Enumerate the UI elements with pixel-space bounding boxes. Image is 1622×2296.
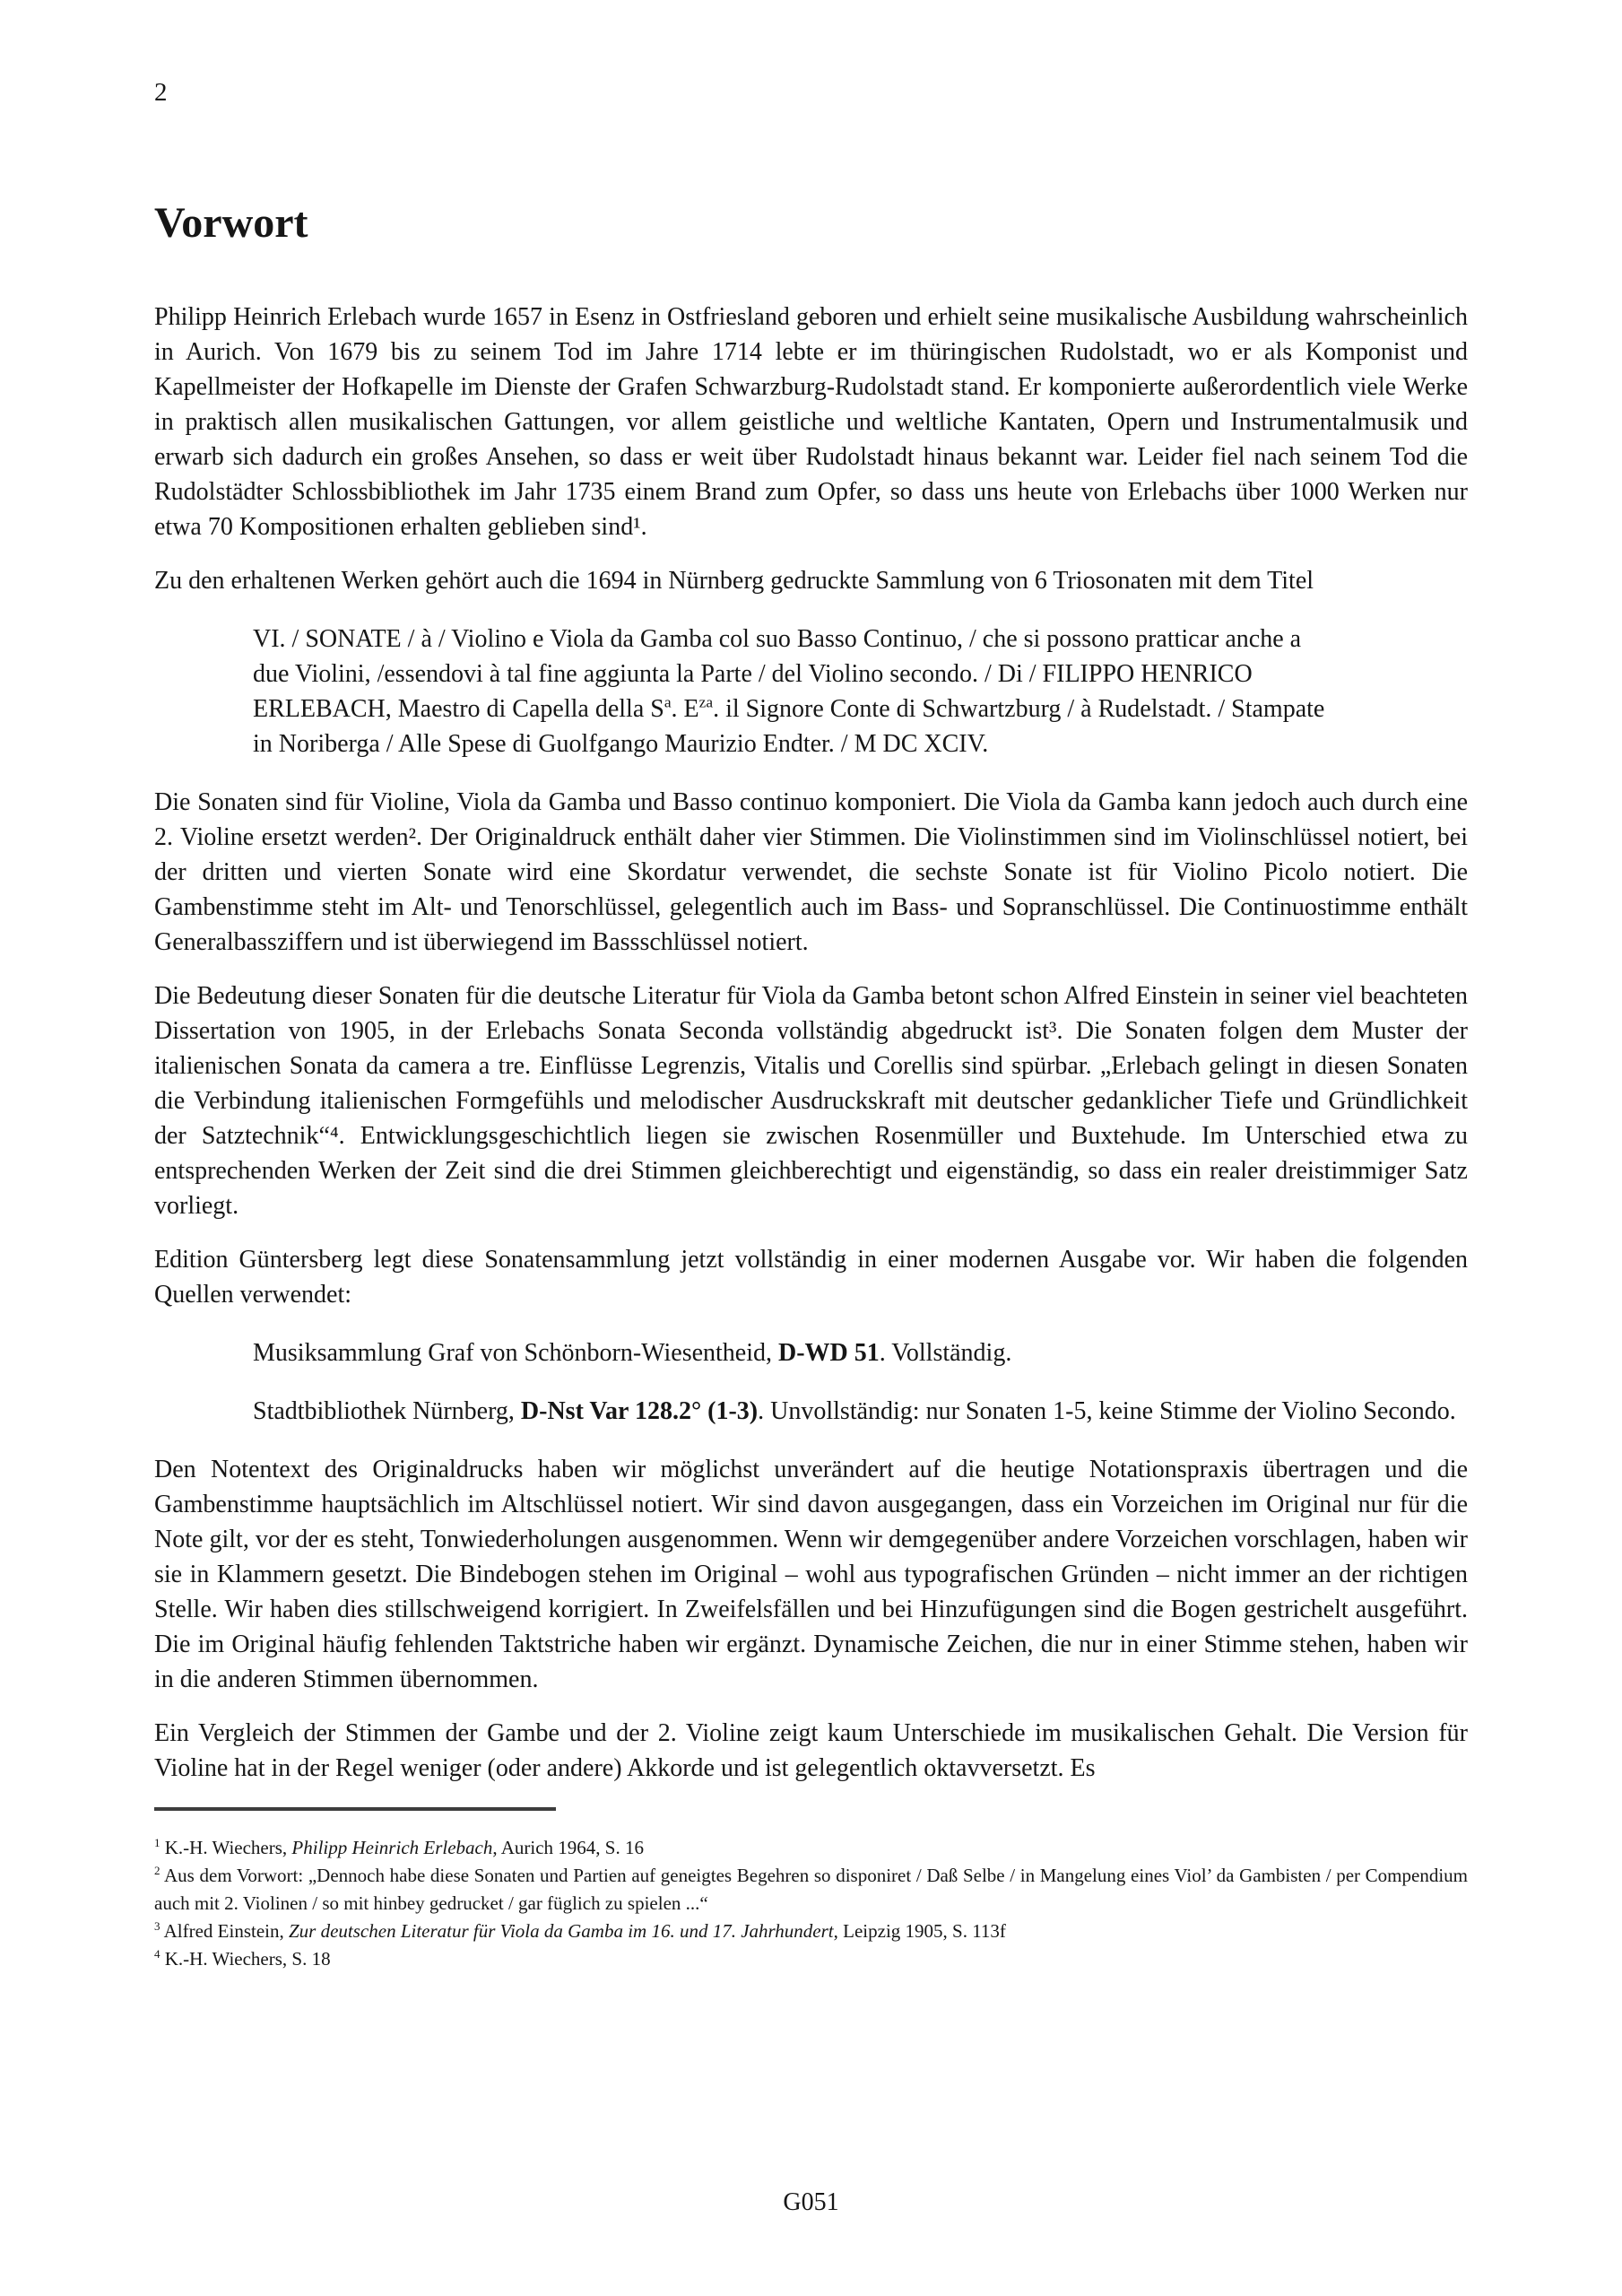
footnote-text: K.-H. Wiechers, S. 18 xyxy=(164,1948,331,1970)
quote-superscript: za xyxy=(698,693,714,711)
quote-text: VI. / SONATE / à / Violino e Viola da Gamba col suo Basso Continuo, / che si possono pratticar anche a due Violini, /essendovi à tal fine aggiunta la Parte / del Violino secondo. / Di / FILIPPO HENRICO ERLEBACH, Maestro di Capella della S xyxy=(253,625,1302,723)
page-number: 2 xyxy=(154,78,168,107)
footnote-2 xyxy=(154,1862,1468,1918)
source-item-nuernberg xyxy=(253,1394,1468,1429)
source-text: . Vollständig. xyxy=(879,1339,1012,1367)
footnote-text: , Aurich 1964, S. 16 xyxy=(492,1837,644,1858)
quote-text: . E xyxy=(671,695,699,723)
paragraph-collection: Zu den erhaltenen Werken gehört auch die 1694 in Nürnberg gedruckte Sammlung von 6 Triosonaten mit dem Titel xyxy=(154,567,1314,595)
paragraph-scoring: Die Sonaten sind für Violine, Viola da Gamba und Basso continuo komponiert. Die Viola da Gamba kann jedoch auch durch eine 2. Violine ersetzt werden². Der Originaldruck enthält daher vier Stimmen. Die Violinstimmen sind im Violinschlüssel notiert, bei der dritten und vierten Sonate wird eine Skordatur verwendet, die sechste Sonate ist für Violino Picolo notiert. Die Gambenstimme steht im Alt- und Tenorschlüssel, gelegentlich auch im Bass- und Sopranschlüssel. Die Continuostimme enthält Generalbassziffern und ist überwiegend im Bassschlüssel notiert. xyxy=(154,788,1468,956)
footnote-4 xyxy=(154,1945,1468,1973)
paragraph-significance: Die Bedeutung dieser Sonaten für die deutsche Literatur für Viola da Gamba betont schon Alfred Einstein in seiner viel beachteten Dissertation von 1905, in der Erlebachs Sonata Seconda vollständig abgedruckt ist³. Die Sonaten folgen dem Muster der italienischen Sonata da camera a tre. Einflüsse Legrenzis, Vitalis und Corellis sind spürbar. „Erlebach gelingt in diesen Sonaten die Verbindung italienischen Formgefühls und melodischer Ausdruckskraft mit deutscher gedanklicher Tiefe und Gründlichkeit der Satztechnik“⁴. Entwicklungsgeschichtlich liegen sie zwischen Rosenmüller und Buxtehude. Im Unterschied etwa zu entsprechenden Werken der Zeit sind die drei Stimmen gleichberechtigt und eigenständig, so dass ein realer dreistimmiger Satz vorliegt. xyxy=(154,982,1468,1220)
footnote-1 xyxy=(154,1834,1468,1862)
source-item-wiesentheid xyxy=(253,1335,1468,1370)
original-title-quotation xyxy=(253,622,1338,761)
footnote-text: Alfred Einstein, xyxy=(163,1920,284,1942)
footnote-3 xyxy=(154,1918,1468,1945)
footnote-text: , Leipzig 1905, S. 113f xyxy=(833,1920,1006,1942)
paragraph-edition: Edition Güntersberg legt diese Sonatensammlung jetzt vollständig in einer modernen Ausgabe vor. Wir haben die folgenden Quellen verwendet: xyxy=(154,1246,1468,1309)
paragraph-intro: Philipp Heinrich Erlebach wurde 1657 in Esenz in Ostfriesland geboren und erhielt seine musikalische Ausbildung wahrscheinlich in Aurich. Von 1679 bis zu seinem Tod im Jahre 1714 lebte er im thüringischen Rudolstadt, wo er als Komponist und Kapellmeister der Hofkapelle im Dienste der Grafen Schwarzburg-Rudolstadt stand. Er komponierte außerordentlich viele Werke in praktisch allen musikalischen Gattungen, vor allem geistliche und weltliche Kantaten, Opern und Instrumentalmusik und erwarb sich dadurch ein großes Ansehen, so dass er weit über Rudolstadt hinaus bekannt war. Leider fiel nach seinem Tod die Rudolstädter Schlossbibliothek im Jahr 1735 einem Brand zum Opfer, so dass uns heute von Erlebachs über 1000 Werken nur etwa 70 Kompositionen erhalten geblieben sind¹. xyxy=(154,303,1468,541)
footnote-separator-rule xyxy=(154,1807,556,1811)
page-title: Vorwort xyxy=(154,199,308,247)
footnote-text: Aus dem Vorwort: „Dennoch habe diese Sonaten und Partien auf geneigtes Begehren so disponiret / Daß Selbe / in Mangelung eines Viol’ da Gambisten / per Compendium auch mit 2. Violinen / so mit hinbey gedrucket / gar füglich zu spielen ...“ xyxy=(154,1865,1469,1914)
edition-number: G051 xyxy=(783,2188,839,2216)
source-text: Musiksammlung Graf von Schönborn-Wiesentheid, xyxy=(253,1339,773,1367)
footnote-marker: 4 xyxy=(154,1947,160,1961)
paragraph-comparison: Ein Vergleich der Stimmen der Gambe und der 2. Violine zeigt kaum Unterschiede im musikalischen Gehalt. Die Version für Violine hat in der Regel weniger (oder andere) Akkorde und ist gelegentlich oktavversetzt. Es xyxy=(154,1719,1468,1782)
source-text: . Unvollständig: nur Sonaten 1-5, keine Stimme der Violino Secondo. xyxy=(758,1397,1456,1425)
source-shelfmark: D-WD 51 xyxy=(778,1339,880,1367)
sources-list xyxy=(154,1335,1468,1429)
footnote-marker: 3 xyxy=(154,1919,160,1933)
footnote-work-title: Philipp Heinrich Erlebach xyxy=(291,1837,493,1858)
quote-text: . il Signore Conte di Schwartzburg / à Rudelstadt. / Stampate in Noriberga / Alle Spese di Guolfgango Maurizio Endter. / M DC XCIV. xyxy=(253,695,1325,758)
footnote-work-title: Zur deutschen Literatur für Viola da Gamba im 16. und 17. Jahrhundert xyxy=(289,1920,834,1942)
source-shelfmark: D-Nst Var 128.2° (1-3) xyxy=(520,1397,759,1425)
footnote-marker: 1 xyxy=(154,1836,160,1849)
paragraph-notation: Den Notentext des Originaldrucks haben wir möglichst unverändert auf die heutige Notationspraxis übertragen und die Gambenstimme hauptsächlich im Altschlüssel notiert. Wir sind davon ausgegangen, dass ein Vorzeichen im Original nur für die Note gilt, vor der es steht, Tonwiederholungen ausgenommen. Wenn wir demgegenüber andere Vorzeichen vorschlagen, haben wir sie in Klammern gesetzt. Die Bindebogen stehen im Original – wohl aus typografischen Gründen – nicht immer an der richtigen Stelle. Wir haben dies stillschweigend korrigiert. In Zweifelsfällen und bei Hinzufügungen sind die Bogen gestrichelt ausgeführt. Die im Original häufig fehlenden Taktstriche haben wir ergänzt. Dynamische Zeichen, die nur in einer Stimme stehen, haben wir in die anderen Stimmen übernommen. xyxy=(154,1456,1468,1693)
footnote-marker: 2 xyxy=(154,1864,160,1877)
footnote-text: K.-H. Wiechers, xyxy=(164,1837,288,1858)
source-text: Stadtbibliothek Nürnberg, xyxy=(253,1397,515,1425)
quote-superscript: a xyxy=(664,693,672,711)
footnotes-section xyxy=(154,1834,1468,1973)
